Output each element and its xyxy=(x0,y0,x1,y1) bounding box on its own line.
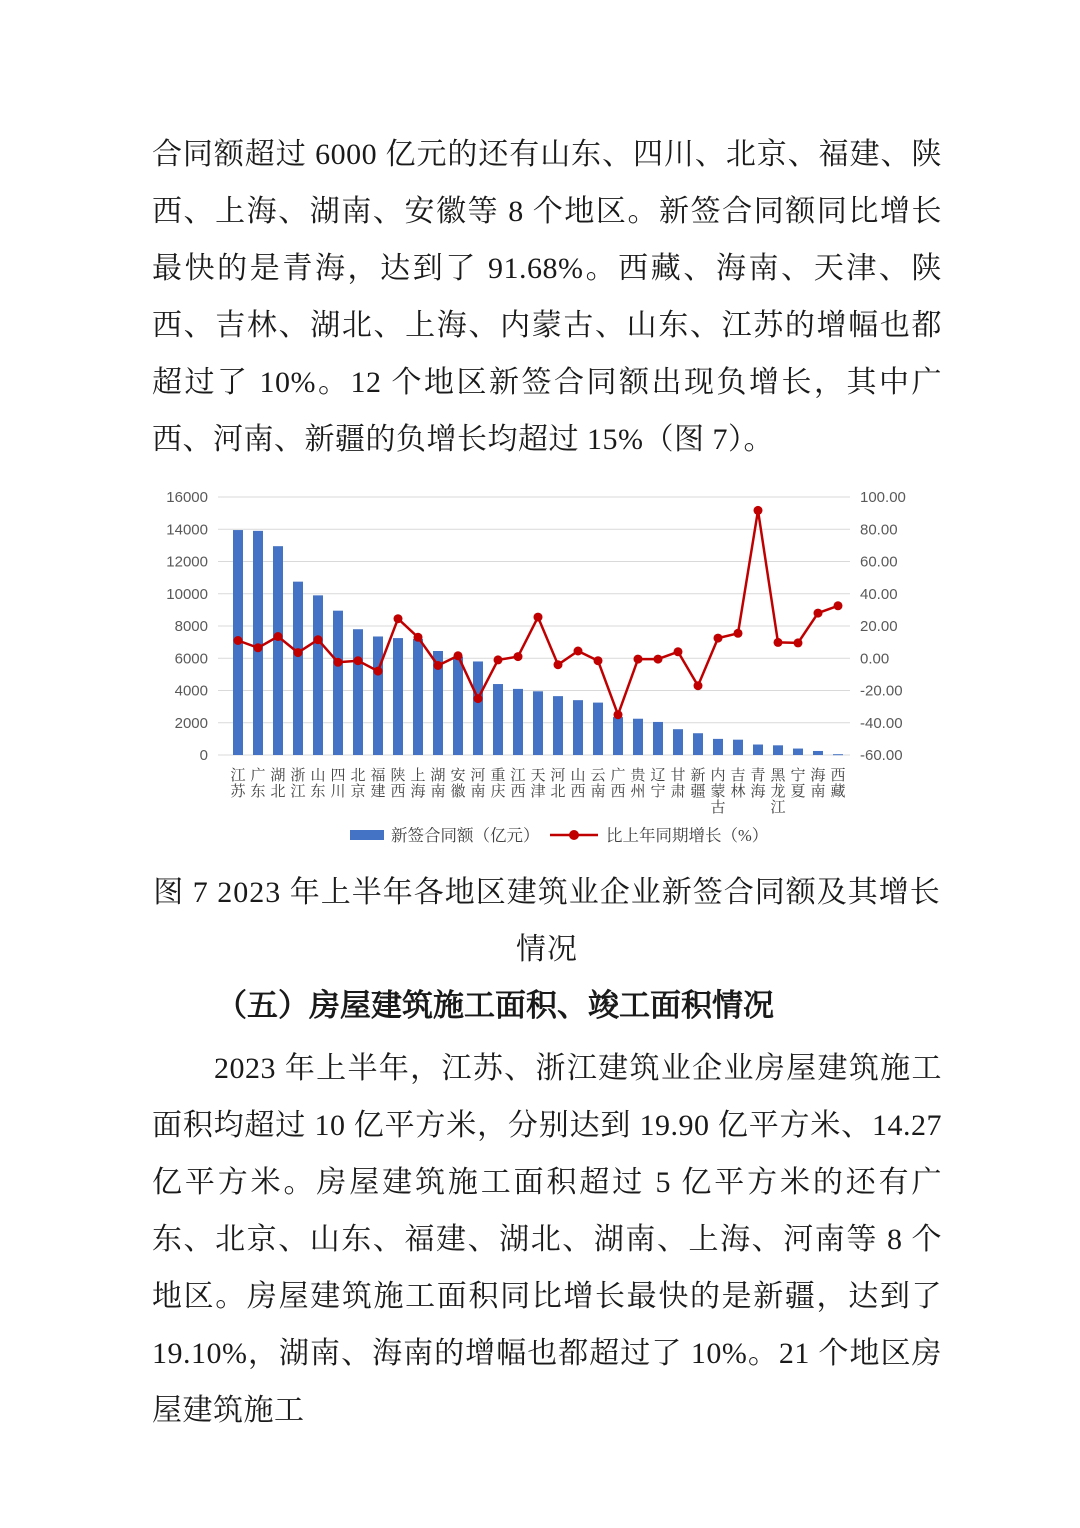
category-label: 州 xyxy=(630,784,646,800)
category-label: 肃 xyxy=(670,784,686,800)
bar-福建 xyxy=(373,636,383,755)
growth-point-重庆 xyxy=(494,655,503,664)
category-label: 江 xyxy=(510,768,526,784)
bar-北京 xyxy=(353,629,363,755)
bar-浙江 xyxy=(293,582,303,755)
category-label: 京 xyxy=(350,784,366,800)
legend-bar-label: 新签合同额（亿元） xyxy=(391,826,540,845)
category-label: 福 xyxy=(370,768,386,784)
growth-point-宁夏 xyxy=(794,638,803,647)
category-label: 青 xyxy=(750,768,766,784)
right-axis-tick: 80.00 xyxy=(860,521,898,539)
growth-point-福建 xyxy=(374,667,383,676)
category-label: 辽 xyxy=(650,768,666,784)
growth-point-上海 xyxy=(414,633,423,642)
bar-西藏 xyxy=(833,754,843,755)
growth-point-天津 xyxy=(534,613,543,622)
right-axis-tick: 100.00 xyxy=(860,489,906,506)
category-label: 北 xyxy=(550,784,566,800)
growth-point-青海 xyxy=(754,506,763,515)
category-label: 西 xyxy=(570,784,586,800)
category-label: 安 xyxy=(450,768,466,784)
category-label: 上 xyxy=(410,768,426,784)
category-label: 川 xyxy=(330,784,346,800)
bar-陕西 xyxy=(393,638,403,755)
left-axis-tick: 10000 xyxy=(166,585,208,603)
growth-point-广东 xyxy=(254,643,263,652)
left-axis-tick: 16000 xyxy=(166,489,208,506)
category-label: 河 xyxy=(550,768,566,784)
bar-江西 xyxy=(513,689,523,755)
category-label: 吉 xyxy=(730,768,746,784)
bar-甘肃 xyxy=(673,729,683,755)
section-heading-five: （五）房屋建筑施工面积、竣工面积情况 xyxy=(216,988,774,1023)
category-label: 林 xyxy=(730,784,746,800)
category-label: 西 xyxy=(510,784,526,800)
category-label: 陕 xyxy=(390,768,406,784)
left-axis-tick: 2000 xyxy=(174,714,208,732)
category-label: 四 xyxy=(330,768,346,784)
category-label: 江 xyxy=(230,768,246,784)
category-label: 西 xyxy=(830,768,846,784)
bar-重庆 xyxy=(493,684,503,755)
category-label: 山 xyxy=(310,768,326,784)
left-axis-tick: 14000 xyxy=(166,521,208,539)
bar-山西 xyxy=(573,700,583,755)
growth-point-浙江 xyxy=(294,648,303,657)
bar-上海 xyxy=(413,639,423,755)
left-axis-tick: 8000 xyxy=(174,618,208,635)
left-axis-tick: 12000 xyxy=(166,553,208,571)
bar-广西 xyxy=(613,717,623,755)
right-axis-tick: -40.00 xyxy=(860,714,903,732)
bar-辽宁 xyxy=(653,722,663,755)
right-axis-tick: 40.00 xyxy=(860,585,898,603)
bar-新疆 xyxy=(693,733,703,755)
growth-point-陕西 xyxy=(394,614,403,623)
category-label: 疆 xyxy=(690,784,706,800)
figure-caption xyxy=(152,864,942,978)
growth-point-江苏 xyxy=(234,636,243,645)
category-label: 宁 xyxy=(650,784,666,800)
category-label: 海 xyxy=(750,784,766,800)
category-label: 北 xyxy=(270,784,286,800)
bar-河北 xyxy=(553,696,563,755)
growth-point-山西 xyxy=(574,647,583,656)
category-label: 夏 xyxy=(790,784,806,800)
bar-河南 xyxy=(473,661,483,755)
bar-广东 xyxy=(253,531,263,755)
category-label: 津 xyxy=(530,784,546,800)
category-label: 西 xyxy=(390,784,406,800)
category-label: 藏 xyxy=(830,784,846,800)
right-axis-tick: 60.00 xyxy=(860,553,898,571)
category-label: 山 xyxy=(570,768,586,784)
category-label: 湖 xyxy=(430,768,446,784)
category-label: 南 xyxy=(430,784,446,800)
category-label: 南 xyxy=(810,784,826,800)
category-label: 广 xyxy=(610,768,626,784)
category-label: 苏 xyxy=(230,784,246,800)
category-label: 广 xyxy=(250,768,266,784)
category-label: 江 xyxy=(290,784,306,800)
bar-海南 xyxy=(813,751,823,755)
growth-point-海南 xyxy=(814,609,823,618)
bar-宁夏 xyxy=(793,749,803,755)
left-axis-tick: 0 xyxy=(199,747,208,764)
growth-point-辽宁 xyxy=(654,655,663,664)
category-label: 西 xyxy=(610,784,626,800)
category-label: 古 xyxy=(710,800,726,816)
growth-point-内蒙古 xyxy=(714,634,723,643)
bar-天津 xyxy=(533,691,543,755)
category-label: 龙 xyxy=(770,784,786,800)
growth-point-新疆 xyxy=(694,681,703,690)
category-label: 东 xyxy=(250,784,266,800)
growth-point-甘肃 xyxy=(674,647,683,656)
growth-point-广西 xyxy=(614,710,623,719)
bar-黑龙江 xyxy=(773,745,783,755)
bar-青海 xyxy=(753,745,763,755)
category-label: 黑 xyxy=(770,768,786,784)
growth-point-北京 xyxy=(354,656,363,665)
bar-湖北 xyxy=(273,546,283,755)
right-axis-tick: 0.00 xyxy=(860,650,890,668)
figure-caption-line2: 情况 xyxy=(516,933,578,966)
growth-point-山东 xyxy=(314,635,323,644)
category-label: 重 xyxy=(490,768,506,784)
growth-point-四川 xyxy=(334,658,343,667)
legend-bar-swatch-icon xyxy=(350,830,384,840)
growth-point-贵州 xyxy=(634,655,643,664)
legend-line-marker-icon xyxy=(569,830,579,840)
figure-7-chart xyxy=(150,482,922,862)
category-label: 东 xyxy=(310,784,326,800)
category-label: 南 xyxy=(590,784,606,800)
category-label: 宁 xyxy=(790,768,806,784)
growth-line xyxy=(238,510,838,714)
bar-吉林 xyxy=(733,740,743,755)
paragraph-contract-amount: 合同额超过 6000 亿元的还有山东、四川、北京、福建、陕西、上海、湖南、安徽等 8 个地区。新签合同额同比增长最快的是青海，达到了 91.68%。西藏、海南、天津、陕西、吉林、湖北、上海、内蒙古、山东、江苏的增幅也都超过了 10%。12 个地区新签合同额出现负增长，其中广西、河南、新疆的负增长均超过 15%（图 7）。 xyxy=(152,138,942,456)
legend-line-label: 比上年同期增长（%） xyxy=(606,826,769,845)
bar-内蒙古 xyxy=(713,739,723,755)
paragraph-floor-space: 2023 年上半年，江苏、浙江建筑业企业房屋建筑施工面积均超过 10 亿平方米，分别达到 19.90 亿平方米、14.27 亿平方米。房屋建筑施工面积超过 5 亿平方米的还有广东、北京、山东、福建、湖北、湖南、上海、河南等 8 个地区。房屋建筑施工面积同比增长最快的是新疆，达到了 19.10%，湖南、海南的增幅也都超过了 10%。21 个地区房屋建筑施工 xyxy=(152,1052,942,1427)
category-label: 天 xyxy=(530,768,546,784)
category-label: 北 xyxy=(350,768,366,784)
growth-point-西藏 xyxy=(834,601,843,610)
category-label: 云 xyxy=(590,768,606,784)
category-label: 贵 xyxy=(630,768,646,784)
category-label: 海 xyxy=(810,768,826,784)
growth-point-河南 xyxy=(474,694,483,703)
figure-caption-line1: 图 7 2023 年上半年各地区建筑业企业新签合同额及其增长 xyxy=(153,876,941,909)
category-label: 浙 xyxy=(290,768,306,784)
bar-贵州 xyxy=(633,719,643,755)
bar-安徽 xyxy=(453,657,463,755)
growth-point-河北 xyxy=(554,660,563,669)
growth-point-江西 xyxy=(514,652,523,661)
category-label: 湖 xyxy=(270,768,286,784)
category-label: 甘 xyxy=(670,768,686,784)
growth-point-湖北 xyxy=(274,632,283,641)
bar-四川 xyxy=(333,611,343,755)
growth-point-安徽 xyxy=(454,651,463,660)
left-axis-tick: 4000 xyxy=(174,682,208,700)
left-axis-tick: 6000 xyxy=(174,650,208,668)
right-axis-tick: -60.00 xyxy=(860,747,903,764)
bar-云南 xyxy=(593,703,603,755)
category-label: 建 xyxy=(370,784,386,800)
bar-山东 xyxy=(313,595,323,755)
category-label: 蒙 xyxy=(710,784,726,800)
category-label: 内 xyxy=(710,768,726,784)
growth-point-云南 xyxy=(594,656,603,665)
growth-point-湖南 xyxy=(434,661,443,670)
growth-point-黑龙江 xyxy=(774,638,783,647)
right-axis-tick: -20.00 xyxy=(860,682,903,700)
category-label: 河 xyxy=(470,768,486,784)
growth-point-吉林 xyxy=(734,629,743,638)
category-label: 徽 xyxy=(450,784,466,800)
category-label: 海 xyxy=(410,784,426,800)
right-axis-tick: 20.00 xyxy=(860,618,898,635)
category-label: 新 xyxy=(690,768,706,784)
category-label: 庆 xyxy=(490,784,506,800)
combo-chart-canvas xyxy=(150,482,922,862)
category-label: 江 xyxy=(770,800,786,816)
category-label: 南 xyxy=(470,784,486,800)
